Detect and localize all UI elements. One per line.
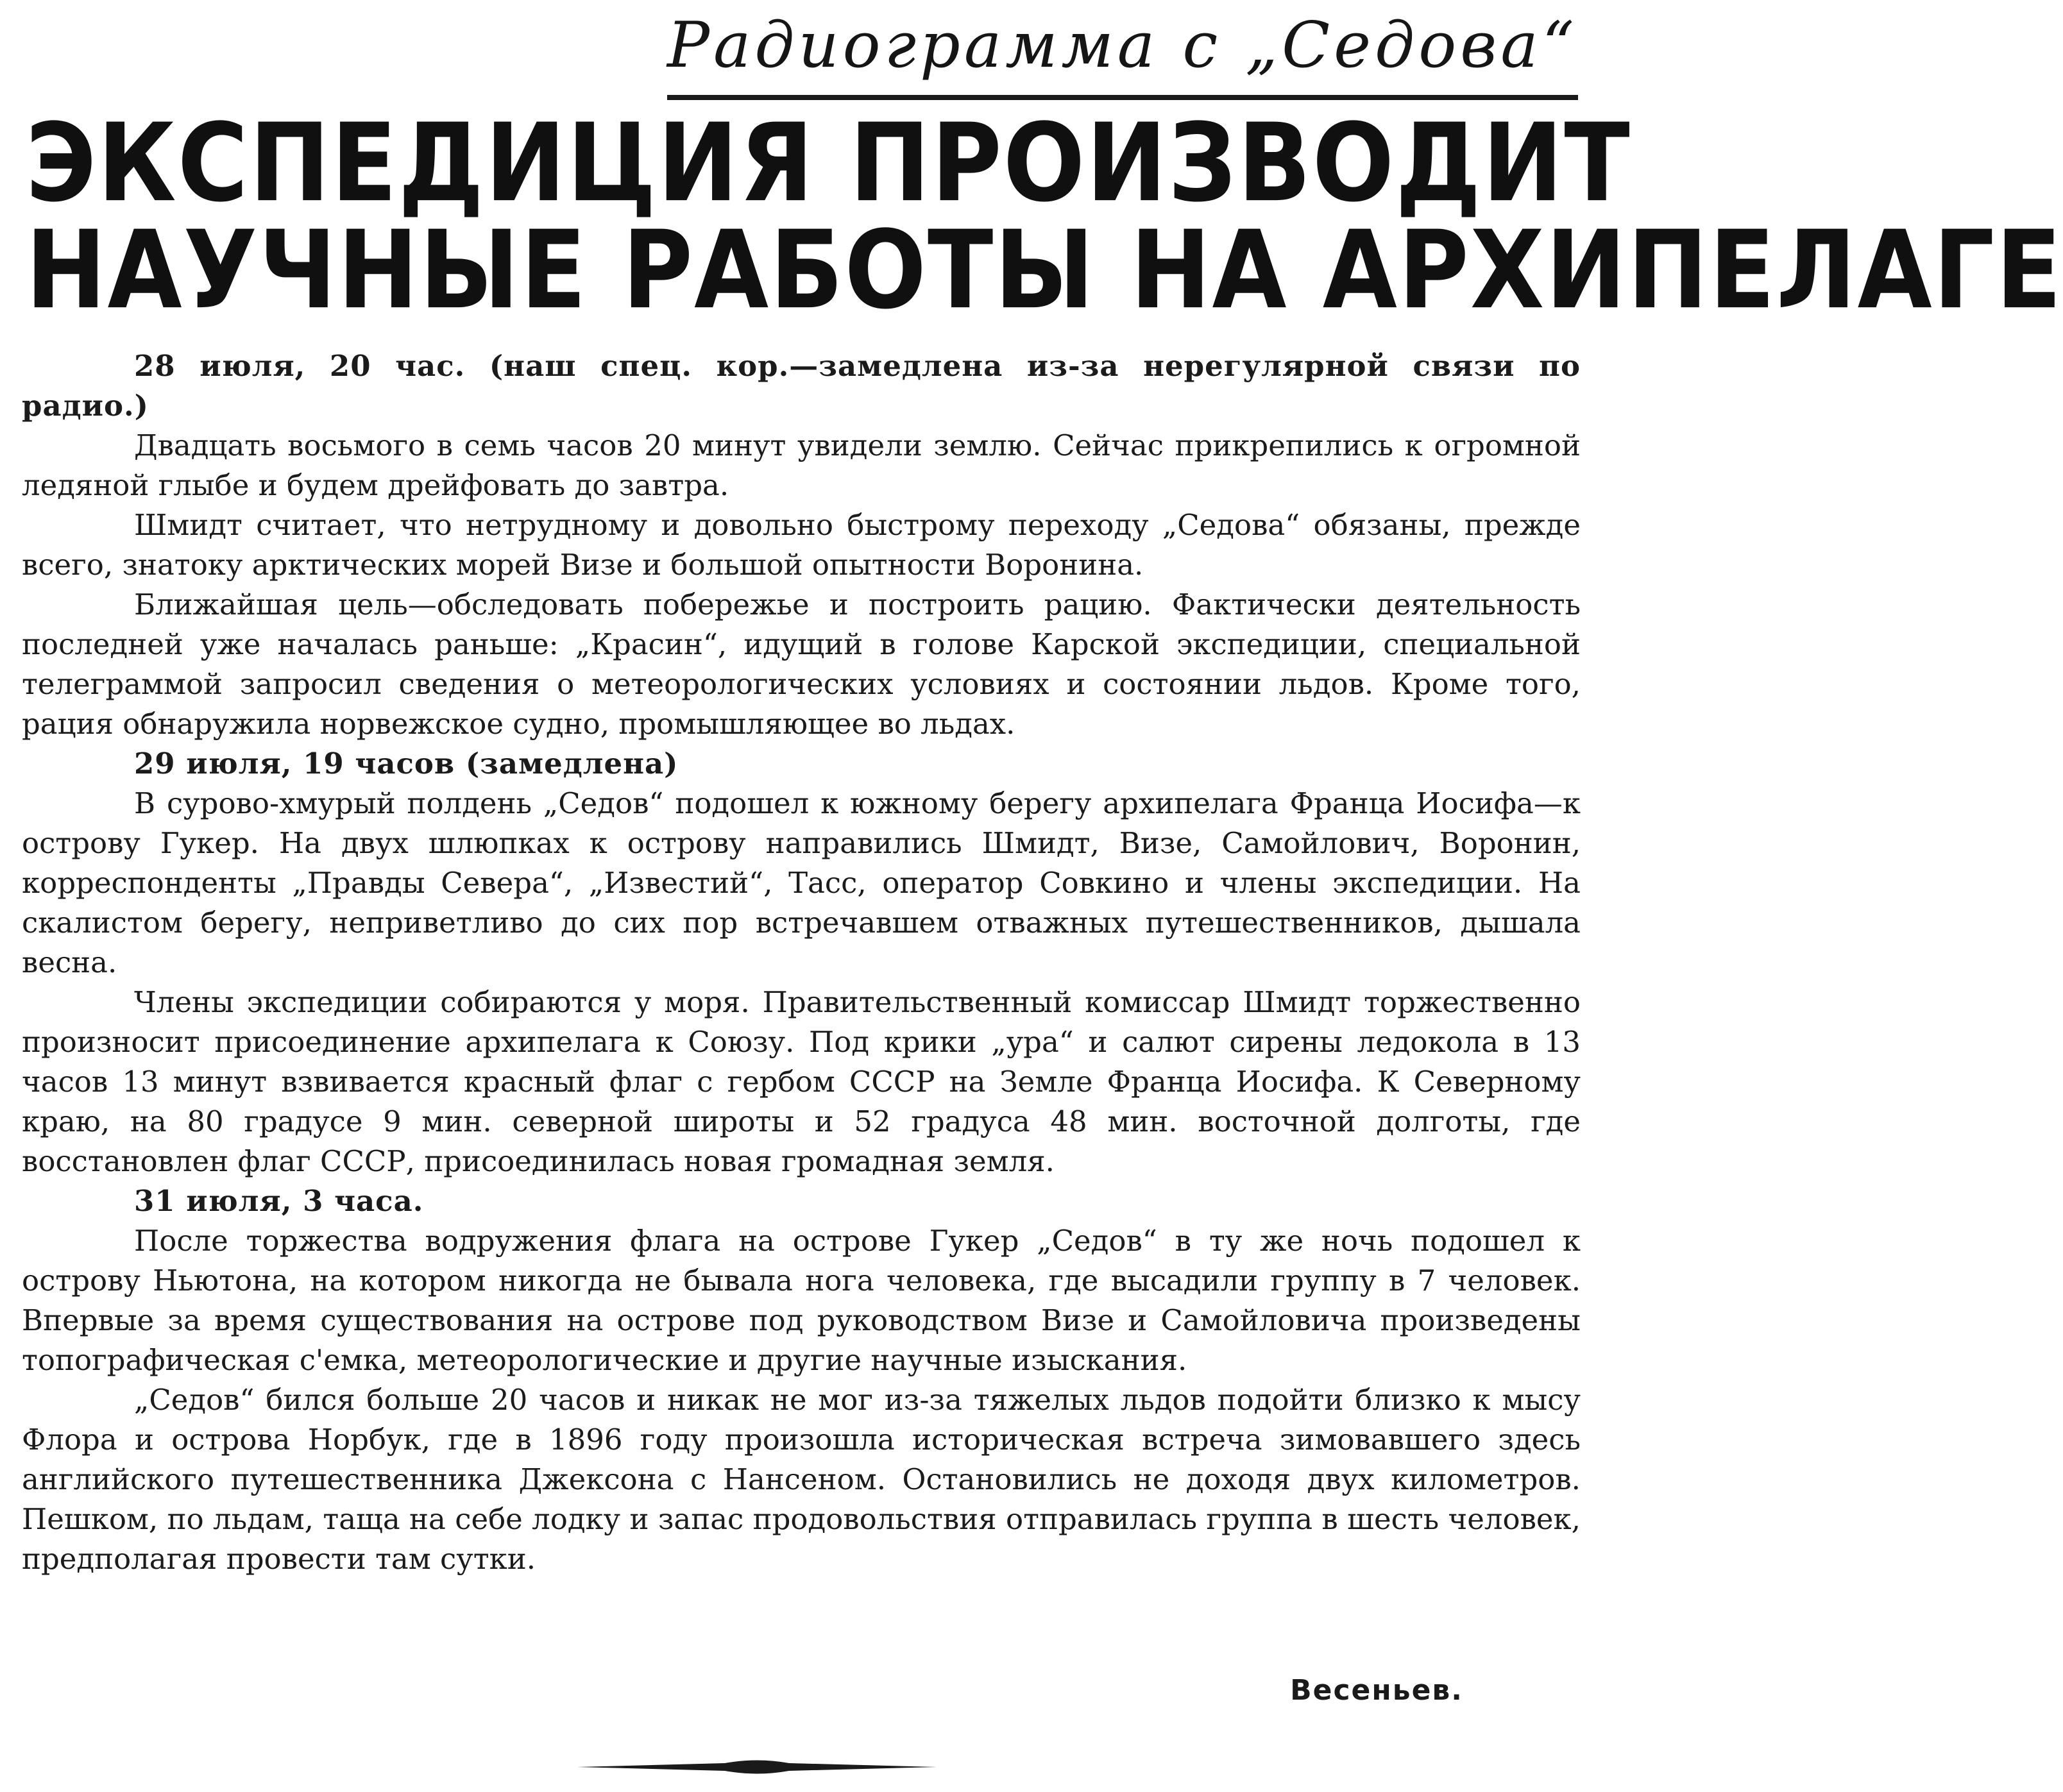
dateline-3: 31 июля, 3 часа. (134, 1184, 424, 1218)
headline-line-2: НАУЧНЫЕ РАБОТЫ НА АРХИПЕЛАГЕ (26, 208, 2063, 334)
dateline-2: 29 июля, 19 часов (замедлена) (134, 747, 679, 781)
paragraph: Шмидт считает, что нетрудному и довольно быстрому переходу „Седова“ обязаны, прежде всего, знатоку арктических морей Визе и большой опытности Воронина. (22, 508, 1581, 582)
paragraph: После торжества водружения флага на острове Гукер „Седов“ в ту же ночь подошел к острову Ньютона, на котором никогда не бывала нога человека, где высадили группу в 7 человек. Впервые за время существования на острове под руководством Визе и Самойловича произведены топографическая с'емка, метеорологические и другие научные изыскания. (22, 1224, 1581, 1377)
headline-line-1: ЭКСПЕДИЦИЯ ПРОИЗВОДИТ (26, 101, 1631, 226)
paragraph: „Седов“ бился больше 20 часов и никак не мог из-за тяжелых льдов подойти близко к мысу Флора и острова Норбук, где в 1896 году произошла историческая встреча зимовавшего здесь английского путешественника Джексона с Нансеном. Остановились не доходя двух километров. Пешком, по льдам, таща на себе лодку и запас продовольствия отправилась группа в шесть человек, предполагая провести там сутки. (22, 1383, 1581, 1576)
paragraph: В сурово-хмурый полдень „Седов“ подошел к южному берегу архипелага Франца Иосифа—к острову Гукер. На двух шлюпках к острову направились Шмидт, Визе, Самойлович, Воронин, корреспонденты „Правды Севера“, „Известий“, Тасс, оператор Совкино и члены экспедиции. На скалистом берегу, неприветливо до сих пор встречавшем отважных путешественников, дышала весна. (22, 786, 1581, 979)
article-body (22, 346, 1581, 1579)
paragraph: Ближайшая цель—обследовать побережье и построить рацию. Фактически деятельность последней уже началась раньше: „Красин“, идущий в голове Карской экспедиции, специальной телеграммой запросил сведения о метеорологических условиях и состоянии льдов. Кроме того, рация обнаружила норвежское судно, промышляющее во льдах. (22, 587, 1581, 741)
kicker-underline (667, 95, 1578, 100)
author-signature: Весеньев. (1290, 1674, 1463, 1707)
paragraph: Члены экспедиции собираются у моря. Правительственный комиссар Шмидт торжественно произносит присоединение архипелага к Союзу. Под крики „ура“ и салют сирены ледокола в 13 часов 13 минут взвивается красный флаг с гербом СССР на Земле Франца Иосифа. К Северному краю, на 80 градусе 9 мин. северной широты и 52 градуса 48 мин. восточной долготы, где восстановлен флаг СССР, присоединилась новая громадная земля. (22, 985, 1581, 1178)
closing-ornament-divider (577, 1757, 937, 1777)
dateline-1: 28 июля, 20 час. (наш спец. кор.—замедлена из-за нерегулярной связи по радио.) (22, 349, 1581, 423)
paragraph: Двадцать восьмого в семь часов 20 минут увидели землю. Сейчас прикрепились к огромной ледяной глыбе и будем дрейфовать до завтра. (22, 428, 1581, 502)
article-kicker: Радиограмма с „Седова“ (667, 9, 1578, 82)
